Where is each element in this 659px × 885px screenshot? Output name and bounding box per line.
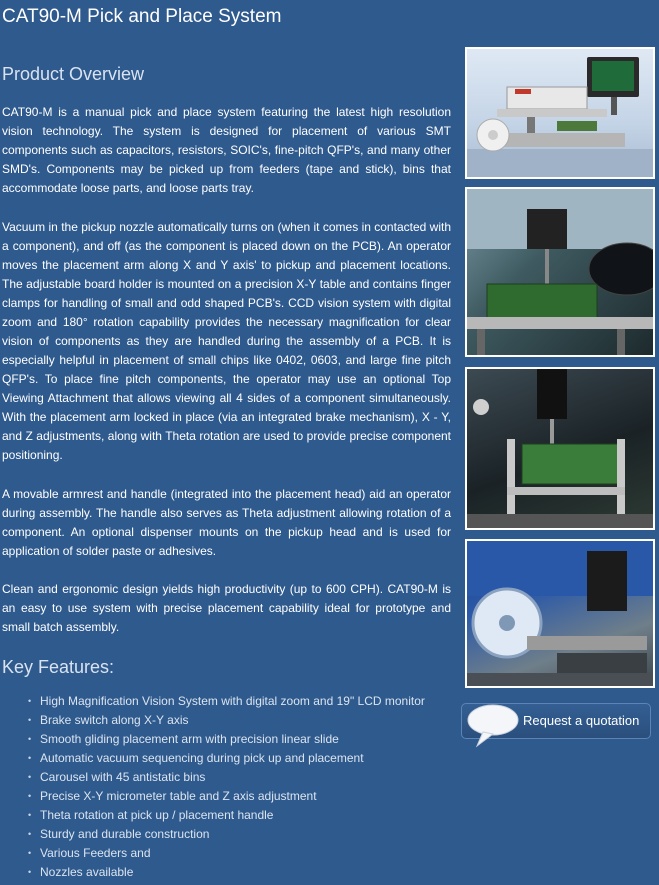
machine-overview-illustration xyxy=(467,49,653,177)
overview-paragraph-4: Clean and ergonomic design yields high productivity (up to 600 CPH). CAT90-M is an easy to use system with precise placement capability ideal for prototype and small batch assembly. xyxy=(2,582,451,634)
feature-item: • Sturdy and durable construction xyxy=(24,825,425,844)
machine-overview-photo xyxy=(465,47,655,179)
feature-item: • Automatic vacuum sequencing during pick up and placement xyxy=(24,749,425,768)
placement-head-photo xyxy=(465,187,655,357)
tape-feeder-illustration xyxy=(467,541,653,686)
feature-item: • Precise X-Y micrometer table and Z axis adjustment xyxy=(24,787,425,806)
feature-item: • High Magnification Vision System with digital zoom and 19" LCD monitor xyxy=(24,692,425,711)
feature-item: • Theta rotation at pick up / placement handle xyxy=(24,806,425,825)
request-quotation-button[interactable] xyxy=(461,703,651,739)
bullet-icon: • xyxy=(28,734,32,744)
speech-bubble-icon xyxy=(465,702,521,753)
feature-item: • Brake switch along X-Y axis xyxy=(24,711,425,730)
overview-paragraph-1: CAT90-M is a manual pick and place system featuring the latest high resolution vision technology. The system is designed for placement of various SMT components such as capacitors, resistors, SOIC's, fine-pitch QFP's, and many other SMD's. Components may be picked up from feeders (tape and stick), bins that accommodate loose parts, and loose parts tray. xyxy=(2,105,451,195)
bullet-icon: • xyxy=(28,696,32,706)
tape-feeder-photo xyxy=(465,539,655,688)
feature-item: • Various Feeders and xyxy=(24,844,425,863)
page-title: CAT90-M Pick and Place System xyxy=(2,6,282,27)
overview-heading: Product Overview xyxy=(2,64,145,84)
overview-paragraph-3: A movable armrest and handle (integrated into the placement head) aid an operator during assembly. The handle also serves as Theta adjustment allowing rotation of a component. An optional dispenser mounts on the pickup head and is used for application of solder paste or adhesives. xyxy=(2,487,451,558)
feature-item: • Smooth gliding placement arm with precision linear slide xyxy=(24,730,425,749)
overview-paragraph-2: Vacuum in the pickup nozzle automatically turns on (when it comes in contacted with a component), and off (as the component is placed down on the PCB). An operator moves the placement arm along X and Y axis' to pickup and placement locations. The adjustable board holder is mounted on a precision X-Y table and contains finger clamps for handling of small and odd shaped PCB's. CCD vision system with digital zoom and 180° rotation capability provides the necessary magnification for clear vision of components as they are handled during the assembly of a PCB. It is especially helpful in placement of small chips like 0402, 0603, and large fine pitch QFP's. To place fine pitch components, the operator may use an optional Top Viewing Attachment that allows viewing all 4 sides of a component simultaneously. With the placement arm locked in place (via an integrated brake mechanism), X - Y, and Z adjustments, along with Theta rotation are used to provide precise component positioning. xyxy=(2,220,451,462)
board-holder-illustration xyxy=(467,369,653,528)
feature-item: • Nozzles available xyxy=(24,863,425,882)
bullet-icon: • xyxy=(28,829,32,839)
request-quotation-label: Request a quotation xyxy=(523,713,640,728)
bullet-icon: • xyxy=(28,772,32,782)
bullet-icon: • xyxy=(28,791,32,801)
bullet-icon: • xyxy=(28,848,32,858)
placement-head-illustration xyxy=(467,189,653,355)
features-list xyxy=(24,692,425,882)
features-heading: Key Features: xyxy=(2,657,115,677)
feature-item: • Carousel with 45 antistatic bins xyxy=(24,768,425,787)
board-holder-photo xyxy=(465,367,655,530)
bullet-icon: • xyxy=(28,753,32,763)
bullet-icon: • xyxy=(28,867,32,877)
bullet-icon: • xyxy=(28,715,32,725)
bullet-icon: • xyxy=(28,810,32,820)
